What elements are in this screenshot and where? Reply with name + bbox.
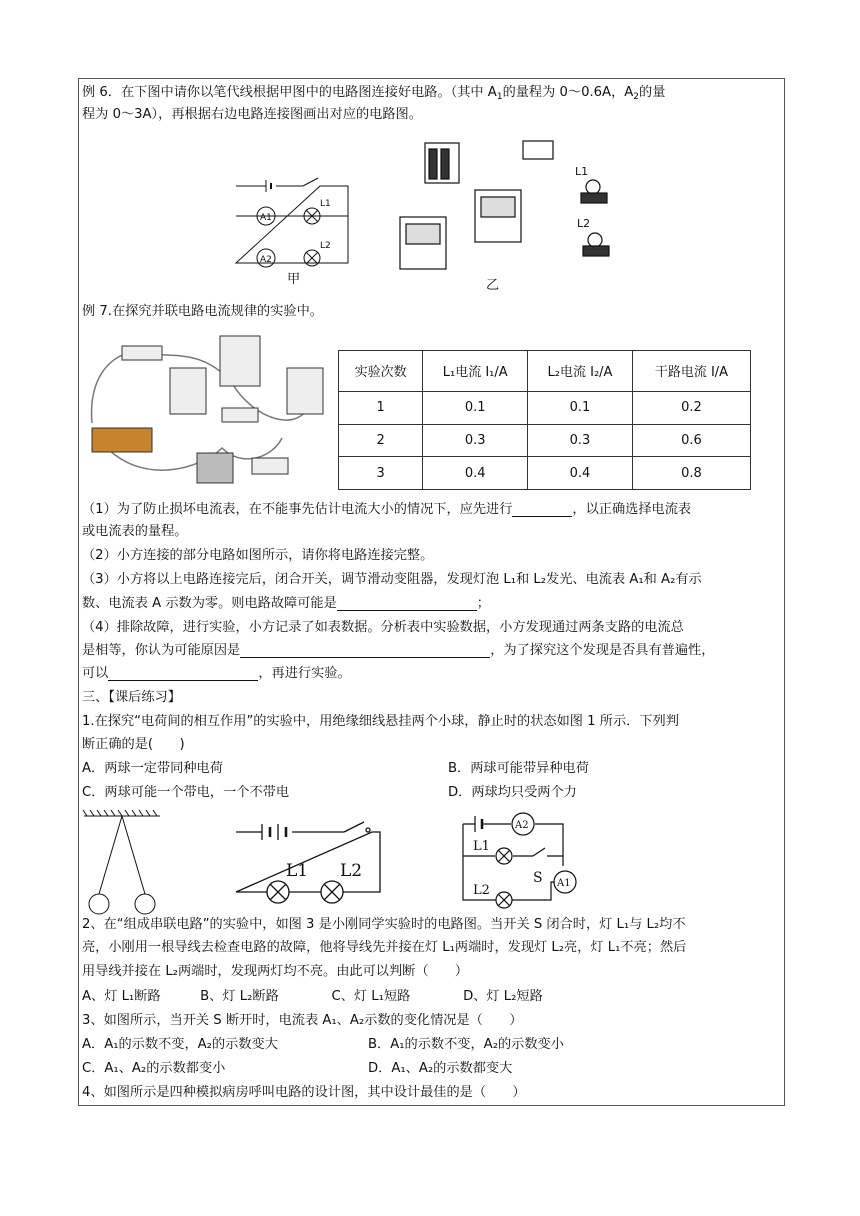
ex6-line1-b: 的量程为 0～0.6A，A [502, 85, 634, 100]
table-cell: 0.4 [423, 457, 528, 490]
p3-question: 3、如图所示，当开关 S 断开时，电流表 A₁、A₂示数的变化情况是（ ） [82, 1013, 523, 1028]
table-cell: 0.6 [632, 424, 750, 457]
p2-line1: 2、在“组成串联电路”的实验中，如图 3 是小刚同学实验时的电路图。当开关 S 闭合时，灯 L₁与 L₂均不 [82, 917, 686, 932]
table-row [339, 424, 751, 457]
table-cell: 0.1 [423, 391, 528, 424]
table-cell: 0.3 [528, 424, 633, 457]
parallel-switch [533, 848, 545, 856]
ex7-ammeter-a1 [220, 336, 260, 386]
table-cell: 0.4 [528, 457, 633, 490]
ex7-data-table [338, 350, 751, 490]
thread-left [99, 816, 122, 894]
p2-options: A、灯 L₁断路 B、灯 L₂断路 C、灯 L₁短路 D、灯 L₂短路 [82, 989, 543, 1004]
table-cell: 0.2 [632, 391, 750, 424]
jia-a1-label: A1 [260, 213, 272, 223]
ex7-q2: （2）小方连接的部分电路如图所示，请你将电路连接完整。 [82, 548, 434, 563]
ex7-q4-line3 [82, 664, 351, 684]
table-cell: 1 [339, 391, 423, 424]
yi-l1-label: L1 [575, 165, 589, 178]
ex7-q1-text: （1）为了防止损坏电流表，在不能事先估计电流大小的情况下，应先进行 [82, 502, 513, 517]
p2-line3: 用导线并接在 L₂两端时，发现两灯均不亮。由此可以判断（ ） [82, 964, 469, 979]
ball-right [135, 894, 155, 914]
practice-heading: 三、【课后练习】 [82, 690, 181, 705]
table-row [339, 457, 751, 490]
ex7-q4-text-c: ，为了探究这个发现是否具有普遍性， [490, 643, 715, 658]
answer-blank [512, 502, 572, 517]
p1-option-a: A．两球一定带同种电荷 [82, 761, 223, 776]
device-yi [385, 135, 625, 275]
ex7-switch [252, 458, 288, 474]
ex7-q3-line2 [82, 594, 490, 614]
table-cell: 0.1 [528, 391, 633, 424]
yi-lamp-l1 [586, 180, 600, 194]
table-cell: 3 [339, 457, 423, 490]
ex6-line1: 例 6．在下图中请你以笔代线根据甲图中的电路图连接好电路。（其中 $A_1$的量程为 0～0.6A，$A_2$的量 [82, 85, 666, 102]
figure-parallel-circuit [455, 810, 585, 910]
p1-option-d: D．两球均只受两个力 [448, 785, 577, 800]
p1-line1: 1.在探究“电荷间的相互作用”的实验中，用绝缘细线悬挂两个小球，静止时的状态如图 1 所示．下列判 [82, 714, 679, 729]
parallel-a1-label: A1 [557, 878, 571, 889]
answer-blank [240, 643, 490, 658]
ex7-q4-text: 是相等，你认为可能原因是 [82, 643, 241, 658]
answer-blank [337, 596, 477, 611]
p1-option-c: C．两球可能一个带电，一个不带电 [82, 785, 290, 800]
ex7-q4-text-d: 可以 [82, 666, 109, 681]
ex7-battery [197, 453, 233, 483]
ex7-lamp-l1 [122, 346, 162, 360]
table-cell: 0.3 [423, 424, 528, 457]
ex6-line1-a: 例 6．在下图中请你以笔代线根据甲图中的电路图连接好电路。（其中 A [82, 85, 497, 100]
ex7-lamp-l2 [222, 408, 258, 422]
ex7-q1-line1 [82, 500, 691, 520]
parallel-l1-label: L1 [473, 839, 490, 854]
jia-l2-label: L2 [320, 241, 331, 251]
p1-line2: 断正确的是( ) [82, 737, 185, 752]
label-yi: 乙 [486, 278, 500, 293]
ex7-ammeter-a2 [170, 368, 206, 414]
ex7-title: 例 7.在探究并联电路电流规律的实验中。 [82, 304, 323, 319]
parallel-s-label: S [533, 870, 543, 886]
p3-option-c: C．A₁、A₂的示数都变小 [82, 1061, 226, 1076]
table-header: L₁电流 I₁/A [423, 351, 528, 392]
ex7-q3-text: 数、电流表 A 示数为零。则电路故障可能是 [82, 596, 337, 611]
table-header: 干路电流 I/A [632, 351, 750, 392]
p3-option-d: D．A₁、A₂的示数都变大 [368, 1061, 513, 1076]
p3-option-a: A．A₁的示数不变，A₂的示数变大 [82, 1037, 278, 1052]
table-header-row [339, 351, 751, 392]
p2-line2: 亮，小刚用一根导线去检查电路的故障，他将导线先并接在灯 L₁两端时，发现灯 L₂亮，灯 L₁不亮；然后 [82, 940, 687, 955]
ex7-apparatus [82, 328, 332, 488]
jia-switch [303, 178, 318, 186]
table-cell: 2 [339, 424, 423, 457]
ex7-q4-line2 [82, 641, 714, 661]
yi-l2-label: L2 [577, 217, 591, 230]
series-switch [344, 822, 364, 832]
circuit-jia [228, 168, 358, 268]
ex7-q1-line2: 或电流表的量程。 [82, 524, 188, 539]
ex6-line1-c: 的量 [639, 85, 666, 100]
yi-switch [523, 141, 553, 159]
ex7-q1-text-b: ，以正确选择电流表 [572, 502, 692, 517]
ex7-q3-line1: （3）小方将以上电路连接完后，闭合开关，调节滑动变阻器，发现灯泡 L₁和 L₂发光、电流表 A₁和 A₂有示 [82, 572, 702, 587]
table-row [339, 391, 751, 424]
series-l1-label: L1 [286, 861, 309, 881]
series-l2-label: L2 [340, 861, 363, 881]
yi-lamp-l2 [588, 233, 602, 247]
jia-l1-label: L1 [320, 199, 331, 209]
ball-left [89, 894, 109, 914]
p1-option-b: B．两球可能带异种电荷 [448, 761, 589, 776]
answer-blank [108, 666, 258, 681]
ex7-rheostat [92, 428, 152, 452]
ex7-q3-end: ； [476, 596, 490, 611]
ex6-line2: 程为 0～3A），再根据右边电路连接图画出对应的电路图。 [82, 107, 422, 122]
ex7-q4-line1: （4）排除故障，进行实验，小方记录了如表数据。分析表中实验数据，小方发现通过两条支路的电流总 [82, 620, 684, 635]
p3-option-b: B．A₁的示数不变，A₂的示数变小 [368, 1037, 564, 1052]
table-header: L₂电流 I₂/A [528, 351, 633, 392]
table-header: 实验次数 [339, 351, 423, 392]
p4-question: 4、如图所示是四种模拟病房呼叫电路的设计图，其中设计最佳的是（ ） [82, 1085, 526, 1100]
ex7-ammeter-a [287, 368, 323, 414]
parallel-l2-label: L2 [473, 883, 490, 898]
table-cell: 0.8 [632, 457, 750, 490]
label-jia: 甲 [287, 272, 301, 287]
thread-right [122, 816, 145, 894]
jia-a2-label: A2 [260, 255, 272, 265]
ex7-q4-text-e: ，再进行实验。 [258, 666, 351, 681]
figure-series-circuit [232, 816, 384, 906]
jia-wire [236, 186, 348, 263]
figure-hanging-balls [82, 808, 162, 916]
parallel-a2-label: A2 [515, 820, 529, 831]
